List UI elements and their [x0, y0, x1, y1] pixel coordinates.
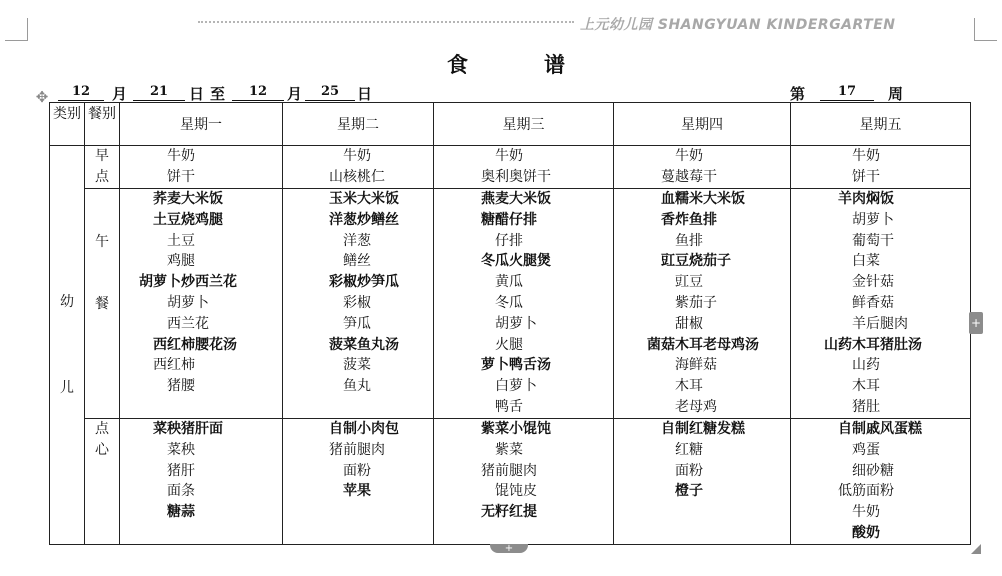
menu-item: 玉米大米饭: [329, 191, 399, 207]
menu-item: 红糖: [675, 441, 703, 458]
menu-table: [49, 102, 971, 545]
menu-item: 紫菜小馄饨: [481, 421, 551, 437]
menu-item: 香炸鱼排: [661, 211, 717, 228]
menu-item: 豇豆烧茄子: [661, 253, 731, 270]
menu-item: 仔排: [495, 232, 523, 249]
menu-item: 山核桃仁: [329, 168, 385, 185]
menu-item: 胡萝卜: [852, 211, 894, 228]
add-column-button[interactable]: +: [969, 312, 983, 334]
add-row-button[interactable]: +: [490, 544, 528, 553]
menu-item: 洋葱炒鳝丝: [329, 211, 399, 228]
lunch-thu: [614, 189, 791, 419]
start-month: 12: [58, 83, 104, 101]
breakfast-tue: [283, 146, 434, 189]
snack-wed: [434, 419, 614, 545]
menu-item: 猪肚: [852, 398, 880, 415]
end-month: 12: [232, 83, 284, 101]
page-title-char-1: 食: [447, 52, 468, 77]
table-header-row: [50, 103, 971, 146]
header-day-5: 星期五: [791, 103, 971, 146]
menu-item: 奥利奥饼干: [481, 168, 551, 185]
table-resize-handle-icon[interactable]: [971, 544, 981, 554]
snack-row: [50, 419, 971, 545]
breakfast-mon: [120, 146, 283, 189]
header-day-4: 星期四: [614, 103, 791, 146]
lunch-tue: [283, 189, 434, 419]
menu-item: 鱼排: [675, 232, 703, 249]
menu-item: 笋瓜: [343, 315, 371, 332]
menu-item: 土豆: [167, 232, 195, 249]
menu-item: 胡萝卜: [495, 315, 537, 332]
menu-item: 金针菇: [852, 274, 894, 291]
menu-item: 海鲜菇: [675, 357, 717, 374]
start-day: 21: [133, 83, 185, 101]
meal-label-snack: 点心: [85, 419, 120, 545]
menu-item: 馄饨皮: [495, 483, 537, 500]
week-prefix: 第: [790, 85, 806, 103]
header-day-3: 星期三: [434, 103, 614, 146]
week-suffix: 周: [888, 85, 904, 103]
meal-label-breakfast: 早点: [85, 146, 120, 189]
menu-item: 鳝丝: [343, 253, 371, 270]
menu-item: 猪前腿肉: [329, 441, 385, 458]
header-day-1: 星期一: [120, 103, 283, 146]
menu-item: 橙子: [675, 483, 703, 500]
menu-item: 血糯米大米饭: [661, 191, 745, 207]
menu-item: 糖醋仔排: [481, 211, 537, 228]
week-number: 17: [820, 83, 874, 101]
date-range-row: [0, 83, 1002, 103]
breakfast-row: [50, 146, 971, 189]
menu-item: 山药: [852, 357, 880, 374]
snack-tue: [283, 419, 434, 545]
menu-item: 牛奶: [495, 148, 523, 164]
menu-item: 饼干: [167, 168, 195, 185]
breakfast-wed: [434, 146, 614, 189]
menu-item: 糖蒜: [167, 504, 195, 521]
menu-item: 自制小肉包: [329, 421, 399, 437]
meal-label-lunch: [85, 189, 120, 419]
menu-item: 老母鸡: [675, 398, 717, 415]
menu-item: 彩椒: [343, 294, 371, 311]
menu-item: 鸭舌: [495, 398, 523, 415]
menu-item: 蔓越莓干: [661, 168, 717, 185]
menu-item: 面粉: [343, 462, 371, 479]
month-label-2: 月: [287, 85, 303, 103]
menu-item: 菜秧猪肝面: [153, 421, 223, 437]
menu-item: 猪前腿肉: [481, 462, 537, 479]
menu-item: 自制戚风蛋糕: [838, 421, 922, 437]
menu-item: 菠菜: [343, 357, 371, 374]
menu-item: 木耳: [675, 378, 703, 395]
menu-item: 土豆烧鸡腿: [153, 211, 223, 228]
menu-item: 山药木耳猪肚汤: [824, 336, 922, 353]
menu-item: 菌菇木耳老母鸡汤: [647, 336, 759, 353]
day-label-2: 日: [357, 85, 373, 103]
page-title-char-2: 谱: [544, 52, 565, 77]
snack-mon: [120, 419, 283, 545]
menu-item: 自制红糖发糕: [661, 421, 745, 437]
menu-item: 无籽红提: [481, 504, 537, 521]
menu-item: 火腿: [495, 336, 523, 353]
month-label-1: 月: [112, 85, 128, 103]
menu-item: 牛奶: [343, 148, 371, 164]
category-label: 幼儿: [60, 293, 74, 396]
menu-item: 鱼丸: [343, 378, 371, 395]
page-corner-mark-left: [5, 18, 28, 41]
menu-item: 荞麦大米饭: [153, 191, 223, 207]
menu-item: 酸奶: [852, 524, 880, 541]
menu-item: 黄瓜: [495, 274, 523, 291]
end-day: 25: [305, 83, 355, 101]
header-day-2: 星期二: [283, 103, 434, 146]
meal-label-lunch-text: 午餐: [95, 234, 109, 312]
menu-item: 胡萝卜: [167, 294, 209, 311]
menu-item: 鸡蛋: [852, 441, 880, 458]
menu-item: 鲜香菇: [852, 294, 894, 311]
breakfast-thu: [614, 146, 791, 189]
header-category: 类别: [50, 103, 85, 146]
menu-item: 猪肝: [167, 462, 195, 479]
menu-item: 羊后腿肉: [852, 315, 908, 332]
table-move-icon[interactable]: ✥: [35, 88, 49, 106]
menu-item: 冬瓜: [495, 294, 523, 311]
menu-item: 胡萝卜炒西兰花: [139, 274, 237, 291]
day-label-1: 日: [189, 85, 205, 103]
menu-item: 萝卜鸭舌汤: [481, 357, 551, 374]
menu-item: 紫菜: [495, 441, 523, 458]
menu-item: 低筋面粉: [838, 483, 894, 500]
menu-item: 葡萄干: [852, 232, 894, 249]
menu-item: 面条: [167, 483, 195, 500]
menu-item: 洋葱: [343, 232, 371, 249]
page-corner-mark-right: [974, 18, 997, 41]
menu-item: 白菜: [852, 253, 880, 270]
menu-item: 彩椒炒笋瓜: [329, 274, 399, 291]
menu-item: 甜椒: [675, 315, 703, 332]
lunch-row: [50, 189, 971, 419]
menu-item: 菜秧: [167, 441, 195, 458]
snack-thu: [614, 419, 791, 545]
category-cell: [50, 146, 85, 545]
menu-item: 牛奶: [167, 148, 195, 164]
menu-item: 牛奶: [675, 148, 703, 164]
header-dotted-line: [198, 21, 574, 23]
menu-item: 西兰花: [167, 315, 209, 332]
lunch-fri: [791, 189, 971, 419]
lunch-mon: [120, 189, 283, 419]
header-brand: 上元幼儿园 SHANGYUAN KINDERGARTEN: [580, 17, 896, 33]
menu-item: 木耳: [852, 378, 880, 395]
breakfast-fri: [791, 146, 971, 189]
header-meal: 餐别: [85, 103, 120, 146]
menu-item: 牛奶: [852, 148, 880, 164]
menu-item: 羊肉焖饭: [838, 191, 894, 207]
menu-item: 紫茄子: [675, 294, 717, 311]
menu-item: 豇豆: [675, 274, 703, 291]
menu-item: 燕麦大米饭: [481, 191, 551, 207]
menu-item: 白萝卜: [495, 378, 537, 395]
snack-fri: [791, 419, 971, 545]
to-label: 至: [210, 85, 226, 103]
menu-item: 牛奶: [852, 504, 880, 521]
menu-item: 饼干: [852, 168, 880, 185]
menu-item: 细砂糖: [852, 462, 894, 479]
menu-item: 菠菜鱼丸汤: [329, 336, 399, 353]
menu-item: 冬瓜火腿煲: [481, 253, 551, 270]
menu-item: 面粉: [675, 462, 703, 479]
menu-item: 鸡腿: [167, 253, 195, 270]
menu-item: 苹果: [343, 483, 371, 500]
menu-item: 猪腰: [167, 378, 195, 395]
menu-item: 西红柿: [153, 357, 195, 374]
lunch-wed: [434, 189, 614, 419]
menu-item: 西红柿腰花汤: [153, 336, 237, 353]
